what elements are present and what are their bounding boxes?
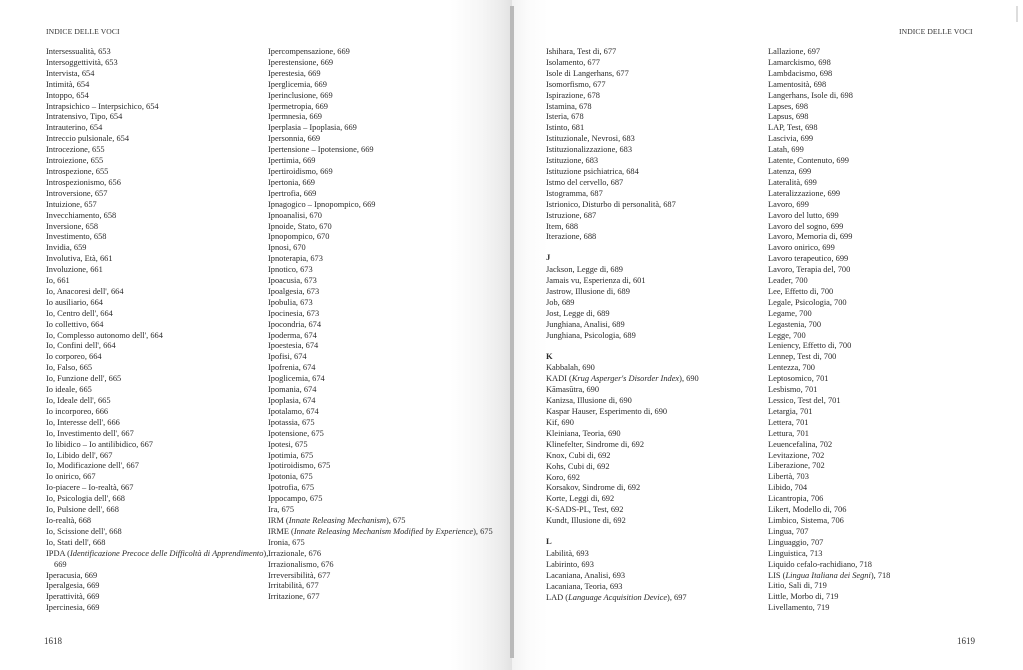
index-entry: Io, Anacoresi dell', 664 — [46, 286, 124, 296]
index-entry: Io collettivo, 664 — [46, 319, 104, 329]
index-entry: Intreccio pulsionale, 654 — [46, 134, 130, 144]
index-entry: Lavoro del lutto, 699 — [768, 210, 839, 220]
index-entry: Labilità, 693 — [546, 548, 589, 558]
index-entry: Irritabilità, 677 — [268, 581, 319, 591]
letter-heading: L — [546, 536, 552, 547]
index-entry: Intimità, 654 — [46, 79, 90, 89]
index-entry: Lettera, 701 — [768, 417, 809, 427]
index-column — [768, 47, 988, 614]
index-entry: Ispirazione, 678 — [546, 90, 600, 100]
index-entry: Labirinto, 693 — [546, 559, 594, 569]
index-entry: Lacaniana, Teoria, 693 — [546, 581, 623, 591]
index-entry: Lacaniana, Analisi, 693 — [546, 570, 626, 580]
index-entry: Io, Funzione dell', 665 — [46, 374, 122, 384]
running-head: INDICE DELLE VOCI — [46, 27, 120, 36]
index-entry: Kundt, Illusione di, 692 — [546, 516, 626, 526]
index-entry: Io, Centro dell', 664 — [46, 308, 113, 318]
index-entry: LAD (Language Acquisition Device), 697 — [546, 592, 687, 602]
index-entry: Ipertimia, 669 — [268, 156, 316, 166]
index-entry: Istruzione, 687 — [546, 210, 597, 220]
index-entry: Invecchiamento, 658 — [46, 210, 117, 220]
index-entry: Latente, Contenuto, 699 — [768, 156, 849, 166]
index-entry: Iperestesia, 669 — [268, 68, 321, 78]
index-entry: Langerhans, Isole di, 698 — [768, 90, 853, 100]
index-entry: Linguistica, 713 — [768, 548, 823, 558]
index-entry: Limbico, Sistema, 706 — [768, 515, 844, 525]
index-entry: Io, Falso, 665 — [46, 363, 93, 373]
index-entry: Intersessualità, 653 — [46, 47, 111, 56]
index-entry: Lentezza, 700 — [768, 363, 815, 373]
index-entry: Lapsus, 698 — [768, 112, 809, 122]
index-entry: IRME (Innate Releasing Mechanism Modified by Experience), 675 — [268, 526, 493, 536]
index-entry: Ipoacusia, 673 — [268, 276, 317, 286]
index-entry: Introspezionismo, 656 — [46, 177, 121, 187]
index-entry: Ipotiroidismo, 675 — [268, 461, 331, 471]
index-entry: Io corporeo, 664 — [46, 352, 102, 362]
index-entry: Lambdacismo, 698 — [768, 68, 833, 78]
index-entry: Koro, 692 — [546, 472, 580, 482]
index-entry: Io, Confini dell', 664 — [46, 341, 116, 351]
index-entry: Io ideale, 665 — [46, 385, 92, 395]
index-entry: IRM (Innate Releasing Mechanism), 675 — [268, 515, 406, 525]
index-entry: Io, Pulsione dell', 668 — [46, 505, 119, 515]
index-entry: Lessico, Test del, 701 — [768, 396, 841, 405]
index-entry: Latah, 699 — [768, 145, 804, 155]
index-entry: Latenza, 699 — [768, 166, 812, 176]
index-entry: Io ausiliario, 664 — [46, 297, 103, 307]
entry-italic-expansion: Language Acquisition Device — [568, 592, 668, 602]
index-entry: Jackson, Legge di, 689 — [546, 265, 623, 275]
index-entry: Ipoestesia, 674 — [268, 341, 319, 351]
entry-italic-expansion: Innate Releasing Mechanism Modified by Experience — [293, 526, 474, 536]
index-entry: K-SADS-PL, Test, 692 — [546, 505, 624, 515]
index-entry: Iperplasia – Ipoplasia, 669 — [268, 123, 357, 133]
index-entry: Ipnoide, Stato, 670 — [268, 221, 332, 231]
index-entry: Kabbalah, 690 — [546, 363, 595, 373]
index-entry: Lavoro onirico, 699 — [768, 243, 835, 253]
index-entry: Istituzione, 683 — [546, 156, 599, 166]
index-entry: Ipobulia, 673 — [268, 297, 313, 307]
index-entry: Io libidico – Io antilibidico, 667 — [46, 439, 153, 449]
index-column — [46, 47, 269, 614]
index-entry: Introspezione, 655 — [46, 166, 109, 176]
index-entry: Kaspar Hauser, Esperimento di, 690 — [546, 407, 668, 417]
index-entry: Ishihara, Test di, 677 — [546, 47, 617, 56]
index-entry: Kleiniana, Teoria, 690 — [546, 428, 621, 438]
index-entry: Iperglicemia, 669 — [268, 79, 327, 89]
index-entry: Jamais vu, Esperienza di, 601 — [546, 276, 646, 286]
index-entry: Intrapsichico – Interpsichico, 654 — [46, 101, 159, 111]
index-entry: Jost, Legge di, 689 — [546, 308, 610, 318]
index-entry: Lesbismo, 701 — [768, 385, 818, 395]
index-entry: Io incorporeo, 666 — [46, 406, 109, 416]
index-entry: Ipnopompico, 670 — [268, 232, 330, 242]
index-entry: Liberazione, 702 — [768, 461, 825, 471]
index-entry: Lee, Effetto di, 700 — [768, 286, 834, 296]
index-entry: Kohs, Cubi di, 692 — [546, 461, 610, 471]
index-entry: Involuzione, 661 — [46, 265, 103, 275]
index-entry: Legge, 700 — [768, 330, 806, 340]
index-entry: Ipofisi, 674 — [268, 352, 307, 362]
index-entry: Istrionico, Disturbo di personalità, 687 — [546, 199, 676, 209]
index-entry: Istituzione psichiatrica, 684 — [546, 166, 639, 176]
letter-heading: J — [546, 252, 551, 263]
index-entry: Introcezione, 655 — [46, 145, 105, 155]
index-entry: Jastrow, Illusione di, 689 — [546, 287, 630, 297]
index-entry: Litio, Sali di, 719 — [768, 581, 827, 591]
index-entry: KADI (Krug Asperger's Disorder Index), 690 — [546, 374, 699, 384]
page-number: 1619 — [957, 636, 975, 646]
index-entry: Lavoro, Memoria di, 699 — [768, 232, 853, 242]
index-entry: IPDA (Identificazione Precoce delle Difficoltà di Apprendimento), 669 — [46, 548, 269, 569]
index-entry: Istamina, 678 — [546, 101, 592, 111]
index-entry: Istituzionale, Nevrosi, 683 — [546, 134, 635, 144]
index-entry: Isomorfismo, 677 — [546, 79, 606, 89]
index-entry: Isolamento, 677 — [546, 57, 600, 67]
index-entry: Lamarckismo, 698 — [768, 57, 831, 67]
index-entry: Ipotrofia, 675 — [268, 483, 315, 493]
index-entry: Introiezione, 655 — [46, 156, 104, 166]
index-entry: Lavoro del sogno, 699 — [768, 221, 844, 231]
index-entry: Libertà, 703 — [768, 472, 809, 482]
index-entry: Istogramma, 687 — [546, 188, 603, 198]
index-entry: Lateralizzazione, 699 — [768, 188, 841, 198]
index-entry: Ipotimia, 675 — [268, 450, 314, 460]
index-entry: Ippocampo, 675 — [268, 494, 323, 504]
index-entry: Ipomania, 674 — [268, 385, 317, 395]
index-entry: Likert, Modello di, 706 — [768, 505, 847, 515]
index-entry: Ipercinesia, 669 — [46, 603, 100, 613]
index-entry: Iperattività, 669 — [46, 592, 100, 602]
index-entry: Intersoggettività, 653 — [46, 57, 118, 67]
index-entry: Levitazione, 702 — [768, 450, 825, 460]
index-entry: Io, Complesso autonomo dell', 664 — [46, 330, 163, 340]
index-entry: Istinto, 681 — [546, 123, 585, 133]
index-entry: Ipotensione, 675 — [268, 428, 324, 438]
index-entry: Isteria, 678 — [546, 112, 584, 122]
index-column — [546, 47, 766, 604]
book-spine-gutter — [510, 6, 514, 658]
index-entry: Ipertensione – Ipotensione, 669 — [268, 145, 374, 155]
index-entry: LAP, Test, 698 — [768, 123, 818, 133]
index-entry: Intrauterino, 654 — [46, 123, 103, 133]
index-entry: Intuizione, 657 — [46, 199, 97, 209]
index-entry: Kif, 690 — [546, 418, 574, 427]
index-entry: Io, Investimento dell', 667 — [46, 428, 134, 438]
index-entry: Irreversibilità, 677 — [268, 570, 331, 580]
index-entry: Ipoderma, 674 — [268, 330, 317, 340]
index-entry: Lascivia, 699 — [768, 134, 814, 144]
index-entry: Intervista, 654 — [46, 68, 95, 78]
index-entry: Lavoro, 699 — [768, 199, 809, 209]
index-entry: Ipnagogico – Ipnopompico, 669 — [268, 199, 376, 209]
index-entry: Libido, 704 — [768, 483, 808, 493]
index-entry: Ipoalgesia, 673 — [268, 286, 320, 296]
index-entry: Ipocondria, 674 — [268, 319, 322, 329]
index-entry: Iperalgesia, 669 — [46, 581, 100, 591]
index-entry: Iperinclusione, 669 — [268, 90, 333, 100]
index-entry: Ipertrofia, 669 — [268, 188, 317, 198]
index-entry: Invidia, 659 — [46, 243, 87, 253]
index-entry: Involutiva, Età, 661 — [46, 254, 113, 264]
index-entry: Ipofrenia, 674 — [268, 363, 316, 373]
index-entry: Leptosomico, 701 — [768, 374, 829, 384]
index-entry: LIS (Lingua Italiana dei Segni), 718 — [768, 570, 891, 580]
page-number: 1618 — [44, 636, 62, 646]
index-entry: Io-piacere – Io-realtà, 667 — [46, 483, 134, 493]
index-entry: Junghiana, Psicologia, 689 — [546, 330, 636, 340]
index-entry: Ipotesi, 675 — [268, 439, 308, 449]
entry-italic-expansion: Krug Asperger's Disorder Index — [571, 374, 680, 384]
index-entry: Klinefelter, Sindrome di, 692 — [546, 439, 645, 449]
index-column — [268, 47, 493, 603]
index-entry: Ipotonia, 675 — [268, 472, 313, 482]
index-entry: Knox, Cubi di, 692 — [546, 450, 611, 460]
index-entry: Ipermetropia, 669 — [268, 101, 328, 111]
index-entry: Ipercompensazione, 669 — [268, 47, 350, 56]
index-entry: Investimento, 658 — [46, 232, 107, 242]
index-entry: Introversione, 657 — [46, 188, 108, 198]
index-entry: Ipersonnia, 669 — [268, 134, 321, 144]
entry-italic-expansion: Identificazione Precoce delle Difficoltà di Apprendimento — [69, 548, 264, 558]
index-entry: Ira, 675 — [268, 505, 295, 515]
index-entry: Ipnoterapia, 673 — [268, 254, 323, 264]
index-entry: Leniency, Effetto di, 700 — [768, 341, 852, 351]
index-entry: Ipnoanalisi, 670 — [268, 210, 322, 220]
index-entry: Ipocinesia, 673 — [268, 308, 320, 318]
index-entry: Io, 661 — [46, 276, 70, 286]
index-entry: Ipertonia, 669 — [268, 177, 315, 187]
index-entry: Liquido cefalo-rachidiano, 718 — [768, 559, 872, 569]
entry-italic-expansion: Lingua Italiana dei Segni — [785, 570, 871, 580]
index-entry: Io, Stati dell', 668 — [46, 537, 106, 547]
index-entry: Letargia, 701 — [768, 406, 813, 416]
index-entry: Io, Psicologia dell', 668 — [46, 494, 125, 504]
entry-italic-expansion: Innate Releasing Mechanism — [288, 515, 386, 525]
index-entry: Lingua, 707 — [768, 526, 809, 536]
index-entry: Kāmasūtra, 690 — [546, 385, 600, 395]
index-entry: Io onirico, 667 — [46, 472, 96, 482]
index-entry: Lavoro terapeutico, 699 — [768, 254, 849, 264]
index-entry: Lateralità, 699 — [768, 177, 817, 187]
index-entry: Ipermnesia, 669 — [268, 112, 322, 122]
index-entry: Item, 688 — [546, 221, 579, 231]
index-entry: Lavoro, Terapia del, 700 — [768, 265, 851, 275]
index-entry: Legame, 700 — [768, 308, 812, 318]
index-entry: Isole di Langerhans, 677 — [546, 68, 629, 78]
index-entry: Ironia, 675 — [268, 537, 305, 547]
index-entry: Licantropia, 706 — [768, 494, 824, 504]
index-entry: Leuencefalina, 702 — [768, 439, 833, 449]
index-entry: Linguaggio, 707 — [768, 537, 824, 547]
index-entry: Io, Libido dell', 667 — [46, 450, 113, 460]
index-entry: Junghiana, Analisi, 689 — [546, 319, 625, 329]
index-entry: Livellamento, 719 — [768, 603, 830, 613]
page-edge — [1016, 6, 1018, 22]
index-entry: Io-realtà, 668 — [46, 515, 92, 525]
index-entry: Iterazione, 688 — [546, 232, 597, 242]
index-entry: Io, Scissione dell', 668 — [46, 526, 122, 536]
index-entry: Job, 689 — [546, 297, 575, 307]
index-entry: Lapses, 698 — [768, 101, 809, 111]
index-entry: Legale, Psicologia, 700 — [768, 297, 847, 307]
letter-heading: K — [546, 350, 553, 361]
index-entry: Ipnosi, 670 — [268, 243, 306, 253]
index-entry: Lallazione, 697 — [768, 47, 821, 56]
index-entry: Ipoglicemia, 674 — [268, 374, 325, 384]
index-entry: Leader, 700 — [768, 276, 808, 286]
index-entry: Little, Morbo di, 719 — [768, 592, 839, 602]
running-head: INDICE DELLE VOCI — [899, 27, 973, 36]
index-entry: Ipoplasia, 674 — [268, 396, 316, 405]
index-entry: Irrazionalismo, 676 — [268, 559, 334, 569]
index-entry: Iperestensione, 669 — [268, 57, 334, 67]
index-entry: Kanizsa, Illusione di, 690 — [546, 396, 632, 406]
index-entry: Lamentosità, 698 — [768, 79, 827, 89]
index-entry: Lettura, 701 — [768, 428, 809, 438]
index-entry: Korte, Leggi di, 692 — [546, 494, 615, 504]
index-entry: Io, Ideale dell', 665 — [46, 396, 111, 405]
index-entry: Ipotassia, 675 — [268, 417, 315, 427]
index-entry: Lennep, Test di, 700 — [768, 352, 837, 362]
index-entry: Istituzionalizzazione, 683 — [546, 145, 633, 155]
index-entry: Korsakov, Sindrome di, 692 — [546, 483, 641, 493]
index-entry: Ipertiroidismo, 669 — [268, 166, 333, 176]
index-entry: Ipotalamo, 674 — [268, 406, 319, 416]
index-entry: Irrazionale, 676 — [268, 548, 322, 558]
index-entry: Io, Modificazione dell', 667 — [46, 461, 139, 471]
index-entry: Iperacusia, 669 — [46, 570, 98, 580]
index-entry: Ipnotico, 673 — [268, 265, 313, 275]
right-page — [512, 0, 1023, 670]
index-entry: Legastenia, 700 — [768, 319, 822, 329]
index-entry: Istmo del cervello, 687 — [546, 177, 624, 187]
index-entry: Intoppo, 654 — [46, 90, 89, 100]
index-entry: Io, Interesse dell', 666 — [46, 417, 120, 427]
index-entry: Intratensivo, Tipo, 654 — [46, 112, 123, 122]
index-entry: Inversione, 658 — [46, 221, 99, 231]
index-entry: Irritazione, 677 — [268, 592, 320, 602]
